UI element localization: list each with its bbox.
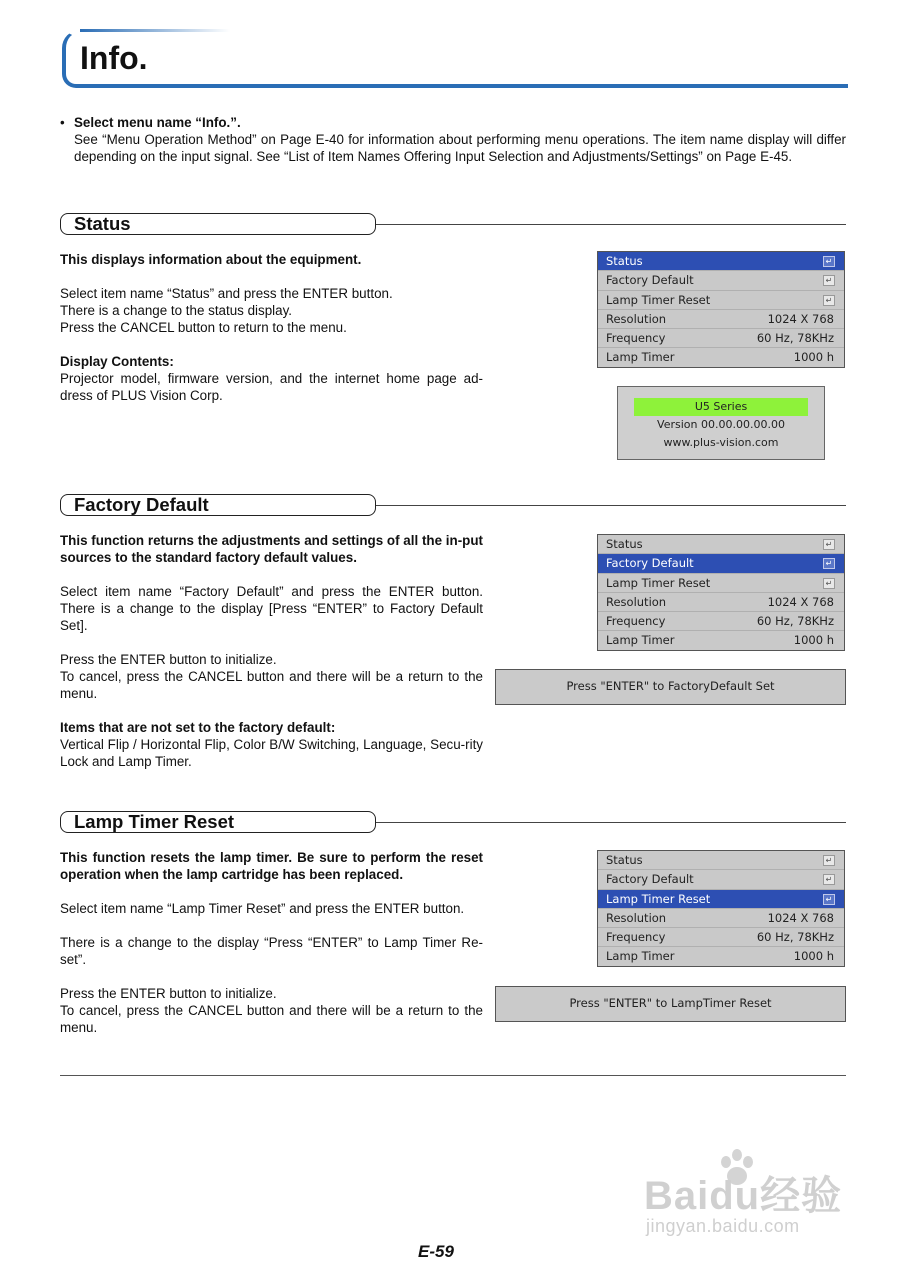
menu-row-status[interactable]: Status ↵: [598, 851, 844, 870]
osd-menu-lamp: [597, 850, 845, 967]
menu-row-factory-default[interactable]: Factory Default ↵: [598, 554, 844, 573]
enter-icon: ↵: [823, 874, 835, 885]
factory-lead: This function returns the adjustments and settings of all the in-put sources to the standard factory default values.: [60, 533, 483, 565]
enter-icon: ↵: [823, 578, 835, 589]
lamp-p3a: Press the ENTER button to initialize.: [60, 986, 277, 1001]
enter-icon: ↵: [823, 558, 835, 569]
baidu-watermark: [644, 1148, 854, 1248]
status-p2: There is a change to the status display.: [60, 303, 292, 318]
menu-row-resolution: Resolution 1024 X 768: [598, 593, 844, 612]
section-header-status: [60, 213, 846, 237]
status-text: [60, 251, 483, 421]
lamp-p3b: To cancel, press the CANCEL button and there will be a return to the menu.: [60, 1003, 483, 1035]
section-header-factory-default: [60, 494, 846, 518]
watermark-main: Baidu经验: [644, 1174, 843, 1218]
bullet: •: [60, 115, 65, 130]
menu-row-lamp-timer: Lamp Timer 1000 h: [606, 350, 834, 365]
status-p1: Select item name “Status” and press the ENTER button.: [60, 286, 393, 301]
lamp-timer-reset-prompt: Press "ENTER" to LampTimer Reset: [495, 986, 846, 1022]
section-title: Status: [60, 213, 376, 235]
enter-icon: ↵: [823, 256, 835, 267]
lamp-text: [60, 849, 483, 1053]
menu-row-frequency: Frequency 60 Hz, 78KHz: [598, 329, 844, 348]
enter-icon: ↵: [823, 855, 835, 866]
factory-text: [60, 532, 483, 787]
bottom-rule: [60, 1075, 846, 1076]
watermark-url: jingyan.baidu.com: [646, 1216, 800, 1236]
menu-row-resolution: Resolution 1024 X 768: [598, 909, 844, 928]
osd-menu-factory: [597, 534, 845, 651]
factory-p2b: To cancel, press the CANCEL button and there will be a return to the menu.: [60, 669, 483, 701]
model-name: U5 Series: [634, 398, 808, 416]
factory-p2a: Press the ENTER button to initialize.: [60, 652, 277, 667]
title-accent: [80, 29, 230, 32]
page-number: E-59: [418, 1242, 454, 1261]
menu-row-frequency: Frequency 60 Hz, 78KHz: [598, 928, 844, 947]
status-contents-text: Projector model, firmware version, and the internet home page ad-dress of PLUS Vision Corp.: [60, 371, 483, 403]
section-rule: [376, 505, 846, 506]
section-header-lamp-timer-reset: [60, 811, 846, 835]
section-rule: [376, 224, 846, 225]
title-bracket: [62, 30, 848, 88]
status-contents-label: Display Contents:: [60, 354, 174, 369]
page-title: Info.: [80, 40, 148, 76]
intro-body: See “Menu Operation Method” on Page E-40 for information about performing menu operations. The item name display will differ depending on the input signal. See “List of Item Names Offering Input Selection and Adjustments/Settings” on Page E-45.: [74, 132, 846, 164]
lamp-p1: Select item name “Lamp Timer Reset” and press the ENTER button.: [60, 901, 465, 916]
homepage-url: www.plus-vision.com: [663, 436, 779, 449]
menu-row-lamp-timer-reset[interactable]: Lamp Timer Reset ↵: [598, 291, 844, 310]
menu-row-lamp-timer: Lamp Timer 1000 h: [606, 633, 834, 648]
menu-row-status[interactable]: Status ↵: [598, 252, 844, 271]
status-lead: This displays information about the equipment.: [60, 252, 362, 267]
menu-row-lamp-timer-reset[interactable]: Lamp Timer Reset ↵: [598, 574, 844, 593]
section-rule: [376, 822, 846, 823]
lamp-p2: There is a change to the display “Press “ENTER” to Lamp Timer Re-set”.: [60, 935, 483, 967]
status-p3: Press the CANCEL button to return to the menu.: [60, 320, 347, 335]
lamp-lead: This function resets the lamp timer. Be sure to perform the reset operation when the lamp cartridge has been replaced.: [60, 850, 483, 882]
section-title: Lamp Timer Reset: [60, 811, 376, 833]
menu-row-resolution: Resolution 1024 X 768: [598, 310, 844, 329]
enter-icon: ↵: [823, 275, 835, 286]
osd-menu-status: [597, 251, 845, 368]
factory-items-label: Items that are not set to the factory default:: [60, 720, 336, 735]
menu-row-frequency: Frequency 60 Hz, 78KHz: [598, 612, 844, 631]
intro-heading: Select menu name “Info.”.: [74, 115, 241, 130]
section-title: Factory Default: [60, 494, 376, 516]
menu-row-factory-default[interactable]: Factory Default ↵: [598, 271, 844, 290]
enter-icon: ↵: [823, 295, 835, 306]
status-info-box: [617, 386, 825, 460]
factory-p1: Select item name “Factory Default” and press the ENTER button. There is a change to the display [Press “ENTER” to Factory Default Set].: [60, 584, 483, 633]
menu-row-lamp-timer: Lamp Timer 1000 h: [606, 949, 834, 964]
firmware-version: Version 00.00.00.00.00: [657, 418, 785, 431]
menu-row-lamp-timer-reset[interactable]: Lamp Timer Reset ↵: [598, 890, 844, 909]
intro-block: [60, 114, 846, 165]
menu-row-status[interactable]: Status ↵: [598, 535, 844, 554]
factory-default-prompt: Press "ENTER" to FactoryDefault Set: [495, 669, 846, 705]
enter-icon: ↵: [823, 539, 835, 550]
factory-items-text: Vertical Flip / Horizontal Flip, Color B/W Switching, Language, Secu-rity Lock and Lamp Timer.: [60, 737, 483, 769]
menu-row-factory-default[interactable]: Factory Default ↵: [598, 870, 844, 889]
enter-icon: ↵: [823, 894, 835, 905]
